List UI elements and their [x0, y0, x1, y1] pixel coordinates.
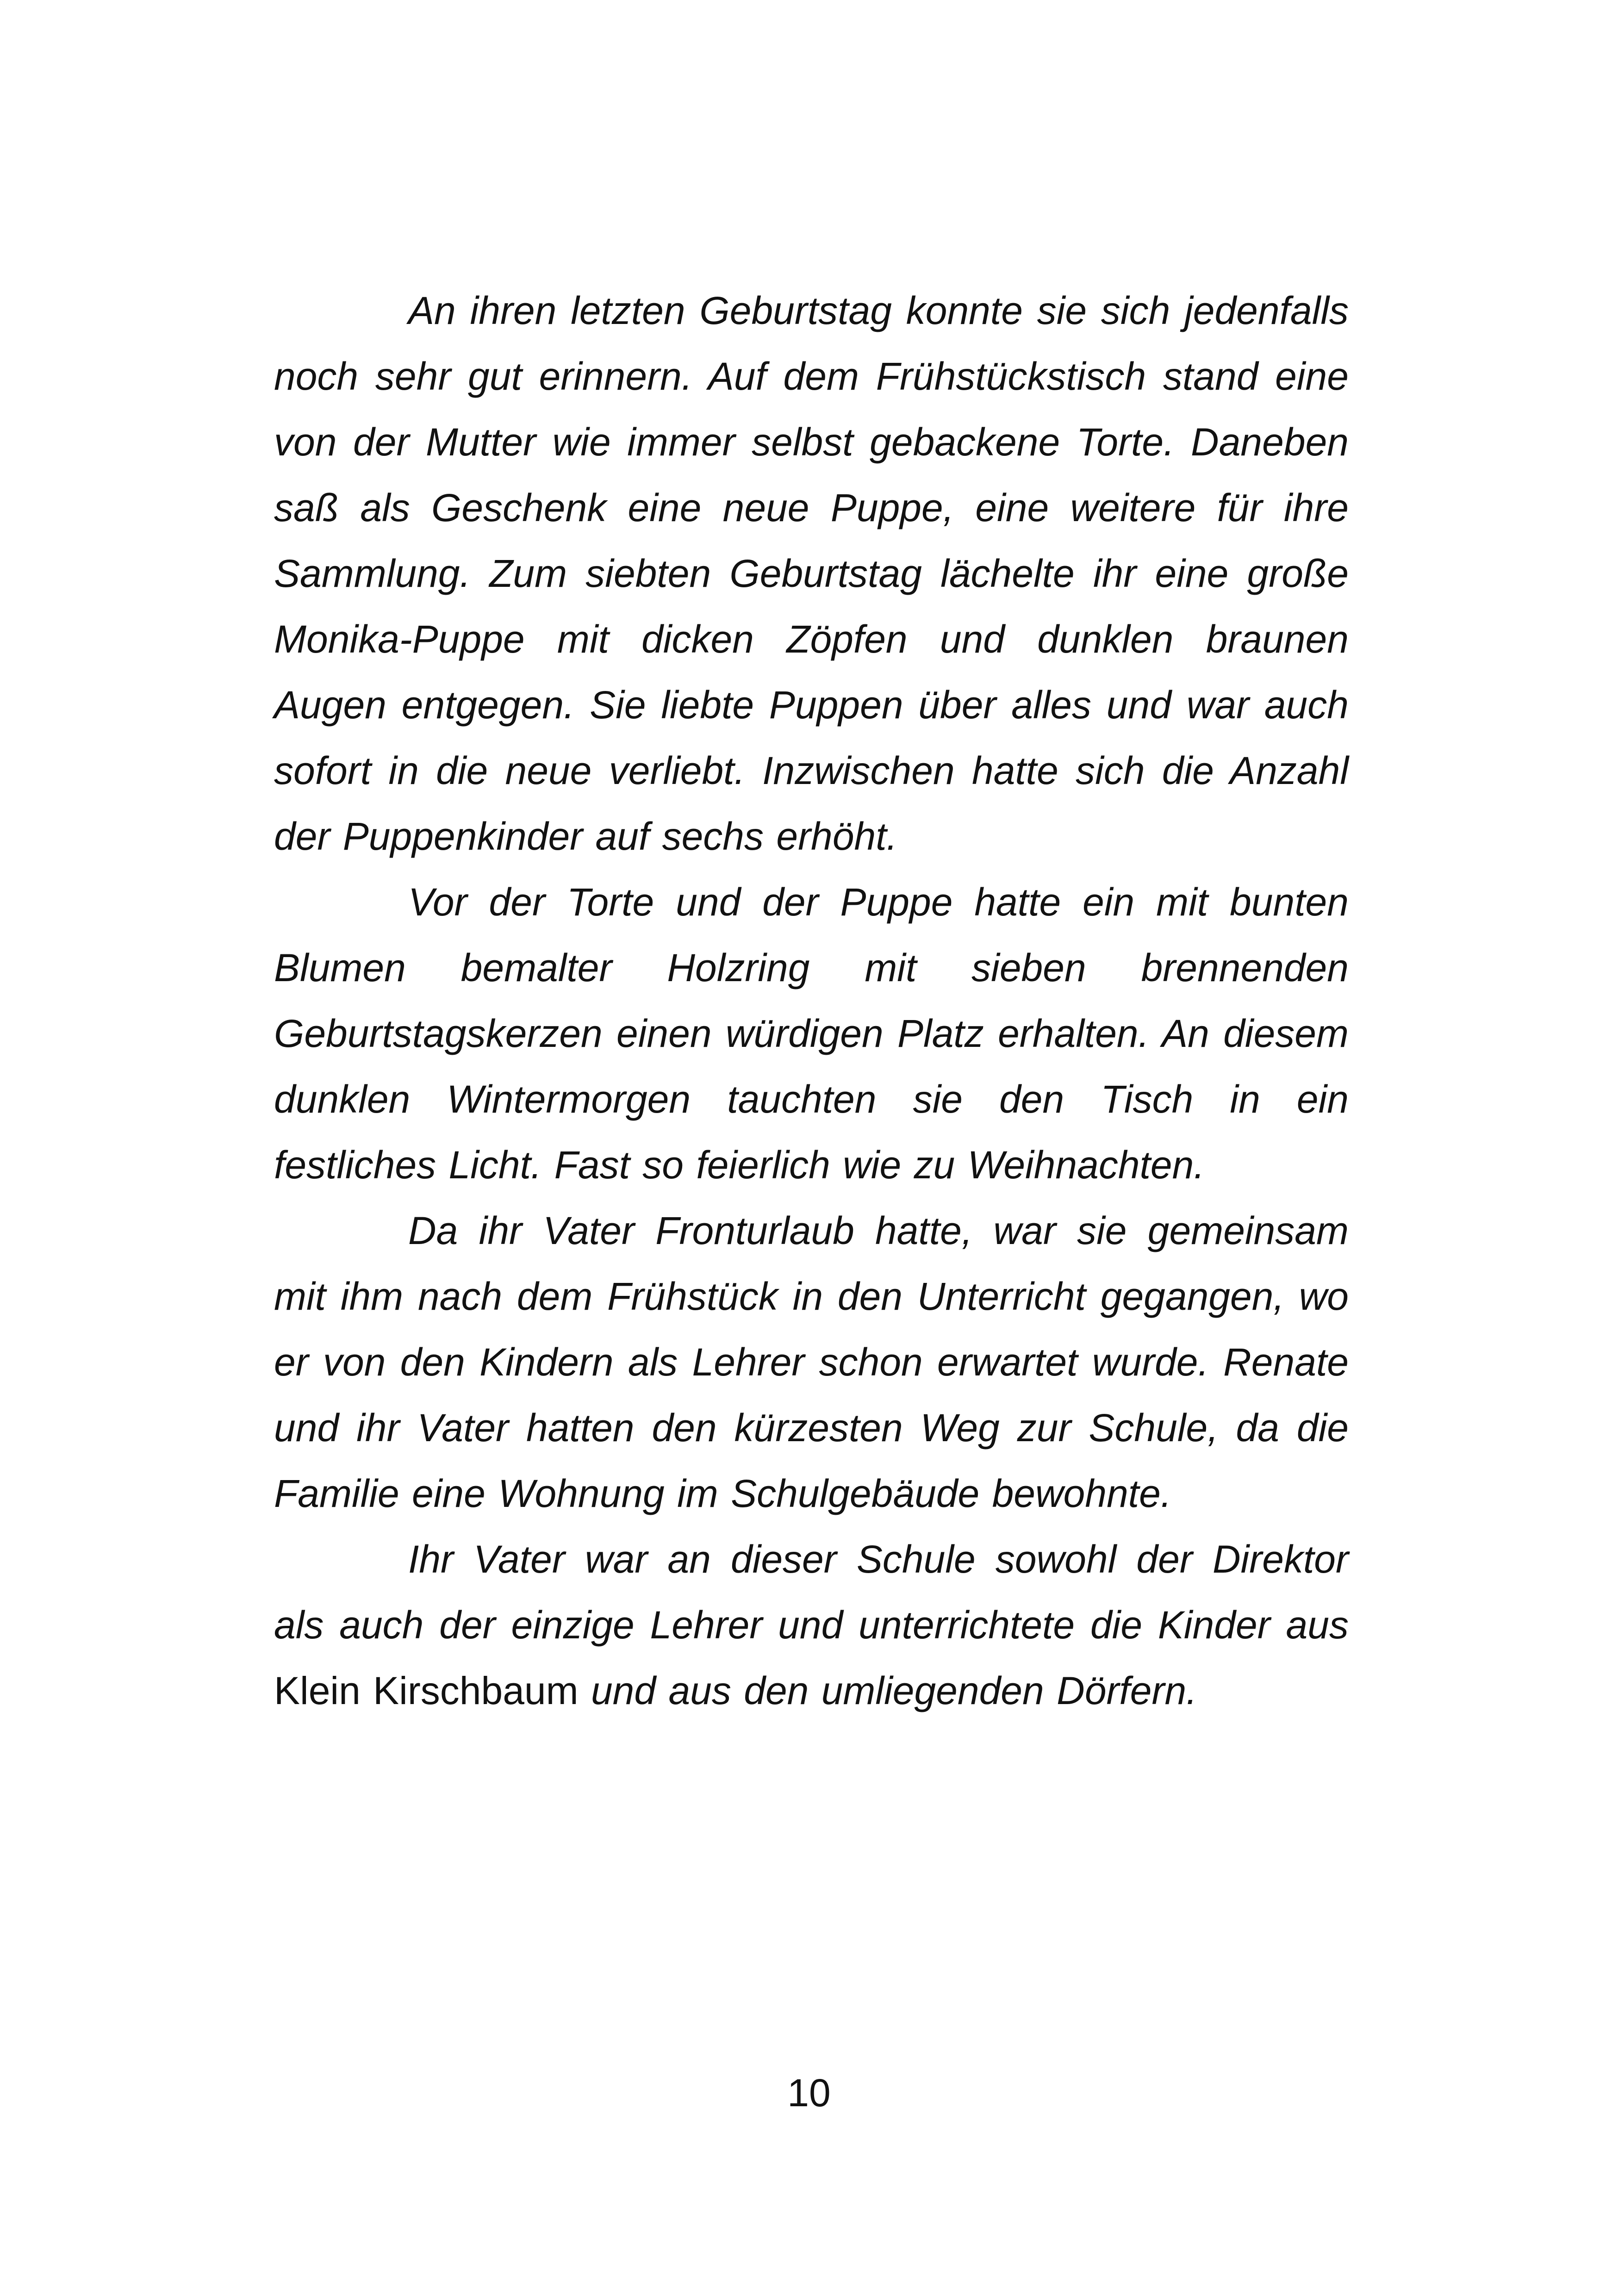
paragraph-text-start: Ihr Vater war an dieser Schule sowohl der Direktor als auch der einzige Lehrer und unterrichtete die Kinder aus: [274, 1537, 1349, 1647]
paragraph-school-walk: Da ihr Vater Fronturlaub hatte, war sie gemeinsam mit ihm nach dem Frühstück in den Unterricht gegangen, wo er von den Kindern als Lehrer schon erwartet wurde. Renate und ihr Vater hatten den kürzesten Weg zur Schule, da die Familie eine Wohnung im Schulgebäude bewohnte.: [274, 1209, 1349, 1515]
body-text: [274, 278, 1349, 1724]
paragraph-text-end: und aus den umliegenden Dörfern.: [578, 1669, 1197, 1712]
page-number: 10: [787, 2071, 831, 2115]
paragraph-father-teacher: [274, 1526, 1349, 1724]
paragraph-birthday-memory: An ihren letzten Geburtstag konnte sie sich jedenfalls noch sehr gut erinnern. Auf dem Frühstückstisch stand eine von der Mutter wie immer selbst gebackene Torte. Daneben saß als Geschenk eine neue Puppe, eine weitere für ihre Sammlung. Zum siebten Geburtstag lächelte ihr eine große Monika-Puppe mit dicken Zöpfen und dunklen braunen Augen entgegen. Sie liebte Puppen über alles und war auch sofort in die neue verliebt. Inzwischen hatte sich die Anzahl der Puppenkinder auf sechs erhöht.: [274, 289, 1349, 858]
village-name: Klein Kirschbaum: [274, 1669, 579, 1712]
paragraph-candle-ring: Vor der Torte und der Puppe hatte ein mit bunten Blumen bemalter Holzring mit sieben brennenden Geburtstagskerzen einen würdigen Platz erhalten. An diesem dunklen Wintermorgen tauchten sie den Tisch in ein festliches Licht. Fast so feierlich wie zu Weihnachten.: [274, 880, 1349, 1187]
